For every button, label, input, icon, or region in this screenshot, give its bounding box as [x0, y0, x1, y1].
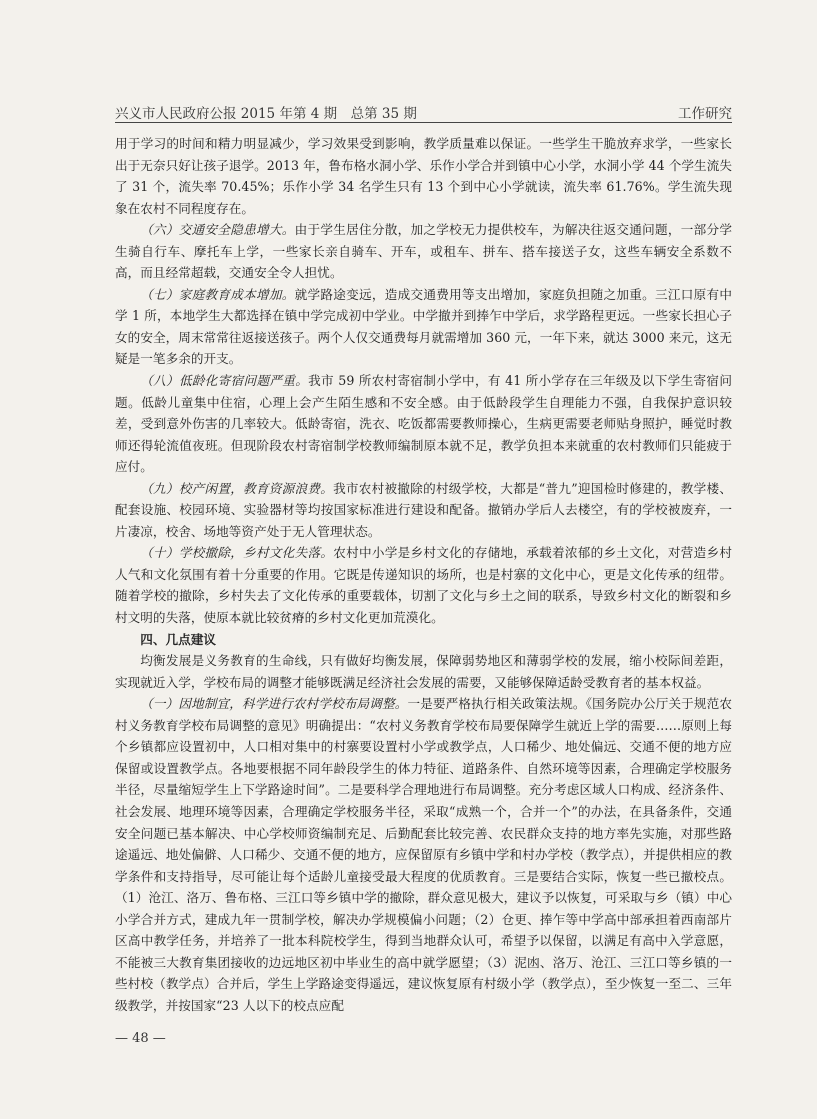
paragraph: （九）校产闲置，教育资源浪费。我市农村被撤除的村级学校，大都是“普九”迎国检时修建的，教学楼、配套设施、校园环境、实验器材等均按国家标准进行建设和配备。撤销办学后人去楼空，有的学校被废弃，一片凄凉，校舍、场地等资产处于无人管理状态。: [115, 480, 732, 539]
page-number: — 48 —: [115, 1031, 166, 1046]
paragraph: 用于学习的时间和精力明显减少，学习效果受到影响，教学质量难以保证。一些学生干脆放弃求学，一些家长出于无奈只好让孩子退学。2013 年，鲁布格水洞小学、乐作小学合并到镇中心小学，水洞小学 44 个学生流失了 31 个，流失率 70.45%；乐作小学 34 名学生只有 13 个到中心小学就读，流失率 61.76%。学生流失现象在农村不同程度存在。: [115, 136, 732, 216]
paragraph: （十）学校撤除，乡村文化失落。农村中小学是乡村文化的存储地，承载着浓郁的乡土文化，对营造乡村人气和文化氛围有着十分重要的作用。它既是传递知识的场所，也是村寨的文化中心，更是文化传承的纽带。随着学校的撤除，乡村失去了文化传承的重要载体，切割了文化与乡土之间的联系，导致乡村文化的断裂和乡村文明的失落，使原本就比较贫瘠的乡村文化更加荒漠化。: [115, 545, 732, 626]
article-body: [115, 133, 732, 1016]
paragraph: 均衡发展是义务教育的生命线，只有做好均衡发展，保障弱势地区和薄弱学校的发展，缩小校际间差距，实现就近入学，学校布局的调整才能够既满足经济社会发展的需要，又能够保障适龄受教育者的基本权益。: [115, 653, 732, 690]
header-rule: [115, 122, 732, 123]
paragraph: （八）低龄化寄宿问题严重。我市 59 所农村寄宿制小学中，有 41 所小学存在三年级及以下学生寄宿问题。低龄儿童集中住宿，心理上会产生陌生感和不安全感。由于低龄段学生自理能力不强，自我保护意识较差，受到意外伤害的几率较大。低龄寄宿，洗衣、吃饭都需要教师操心，生病更需要老师贴身照护，睡觉时教师还得轮流值夜班。但现阶段农村寄宿制学校教师编制原本就不足，教学负担本来就重的农村教师们只能疲于应付。: [115, 373, 732, 475]
header-section: 工作研究: [678, 106, 732, 122]
paragraph: （六）交通安全隐患增大。由于学生居住分散，加之学校无力提供校车，为解决往返交通问题，一部分学生骑自行车、摩托车上学，一些家长亲自骑车、开车，或租车、拼车、搭车接送子女，这些车辆安全系数不高，而且经常超载，交通安全令人担忧。: [115, 222, 732, 281]
paragraph: （七）家庭教育成本增加。就学路途变远，造成交通费用等支出增加，家庭负担随之加重。三江口原有中学 1 所，本地学生大都选择在镇中学完成初中学业。中学撤并到捧乍中学后，求学路程更远。一些家长担心子女的安全，周末常常往返接送孩子。两个人仅交通费每月就需增加 360 元，一年下来，就达 3000 来元，这无疑是一笔多余的开支。: [115, 286, 732, 367]
section-heading: 四、几点建议: [140, 631, 217, 647]
header-publication: 兴义市人民政府公报 2015 年第 4 期 总第 35 期: [115, 106, 417, 122]
paragraph: （一）因地制宜，科学进行农村学校布局调整。一是要严格执行相关政策法规。《国务院办公厅关于规范农村义务教育学校布局调整的意见》明确提出：“农村义务教育学校布局要保障学生就近上学的需要……原则上每个乡镇都应设置初中，人口相对集中的村寨要设置村小学或教学点，人口稀少、地处偏远、交通不便的地方应保留或设置教学点。各地要根据不同年龄段学生的体力特征、道路条件、自然环境等因素，合理确定学校服务半径，尽量缩短学生上下学路途时间”。二是要科学合理地进行布局调整。充分考虑区域人口构成、经济条件、社会发展、地理环境等因素，合理确定学校服务半径，采取“成熟一个，合并一个”的办法，在具备条件，交通安全问题已基本解决、中心学校师资编制充足、后勤配套比较完善、农民群众支持的地方率先实施，对那些路途遥远、地处偏僻、人口稀少、交通不便的地方，应保留原有乡镇中学和村办学校（教学点），并提供相应的教学条件和支持指导，尽可能让每个适龄儿童接受最大程度的优质教育。三是要结合实际，恢复一些已撤校点。（1）沧江、洛万、鲁布格、三江口等乡镇中学的撤除，群众意见极大，建议予以恢复，可采取与乡（镇）中心小学合并方式，建成九年一贯制学校，解决办学规模偏小问题；（2）仓更、捧乍等中学高中部承担着西南部片区高中教学任务，并培养了一批本科院校学生，得到当地群众认可，希望予以保留，以满足有高中入学意愿，不能被三大教育集团接收的边远地区初中毕业生的高中就学愿望；（3）泥凼、洛万、沧江、三江口等乡镇的一些村校（教学点）合并后，学生上学路途变得遥远，建议恢复原有村级小学（教学点），至少恢复一至二、三年级教学，并按国家“23 人以下的校点应配: [115, 696, 732, 1013]
